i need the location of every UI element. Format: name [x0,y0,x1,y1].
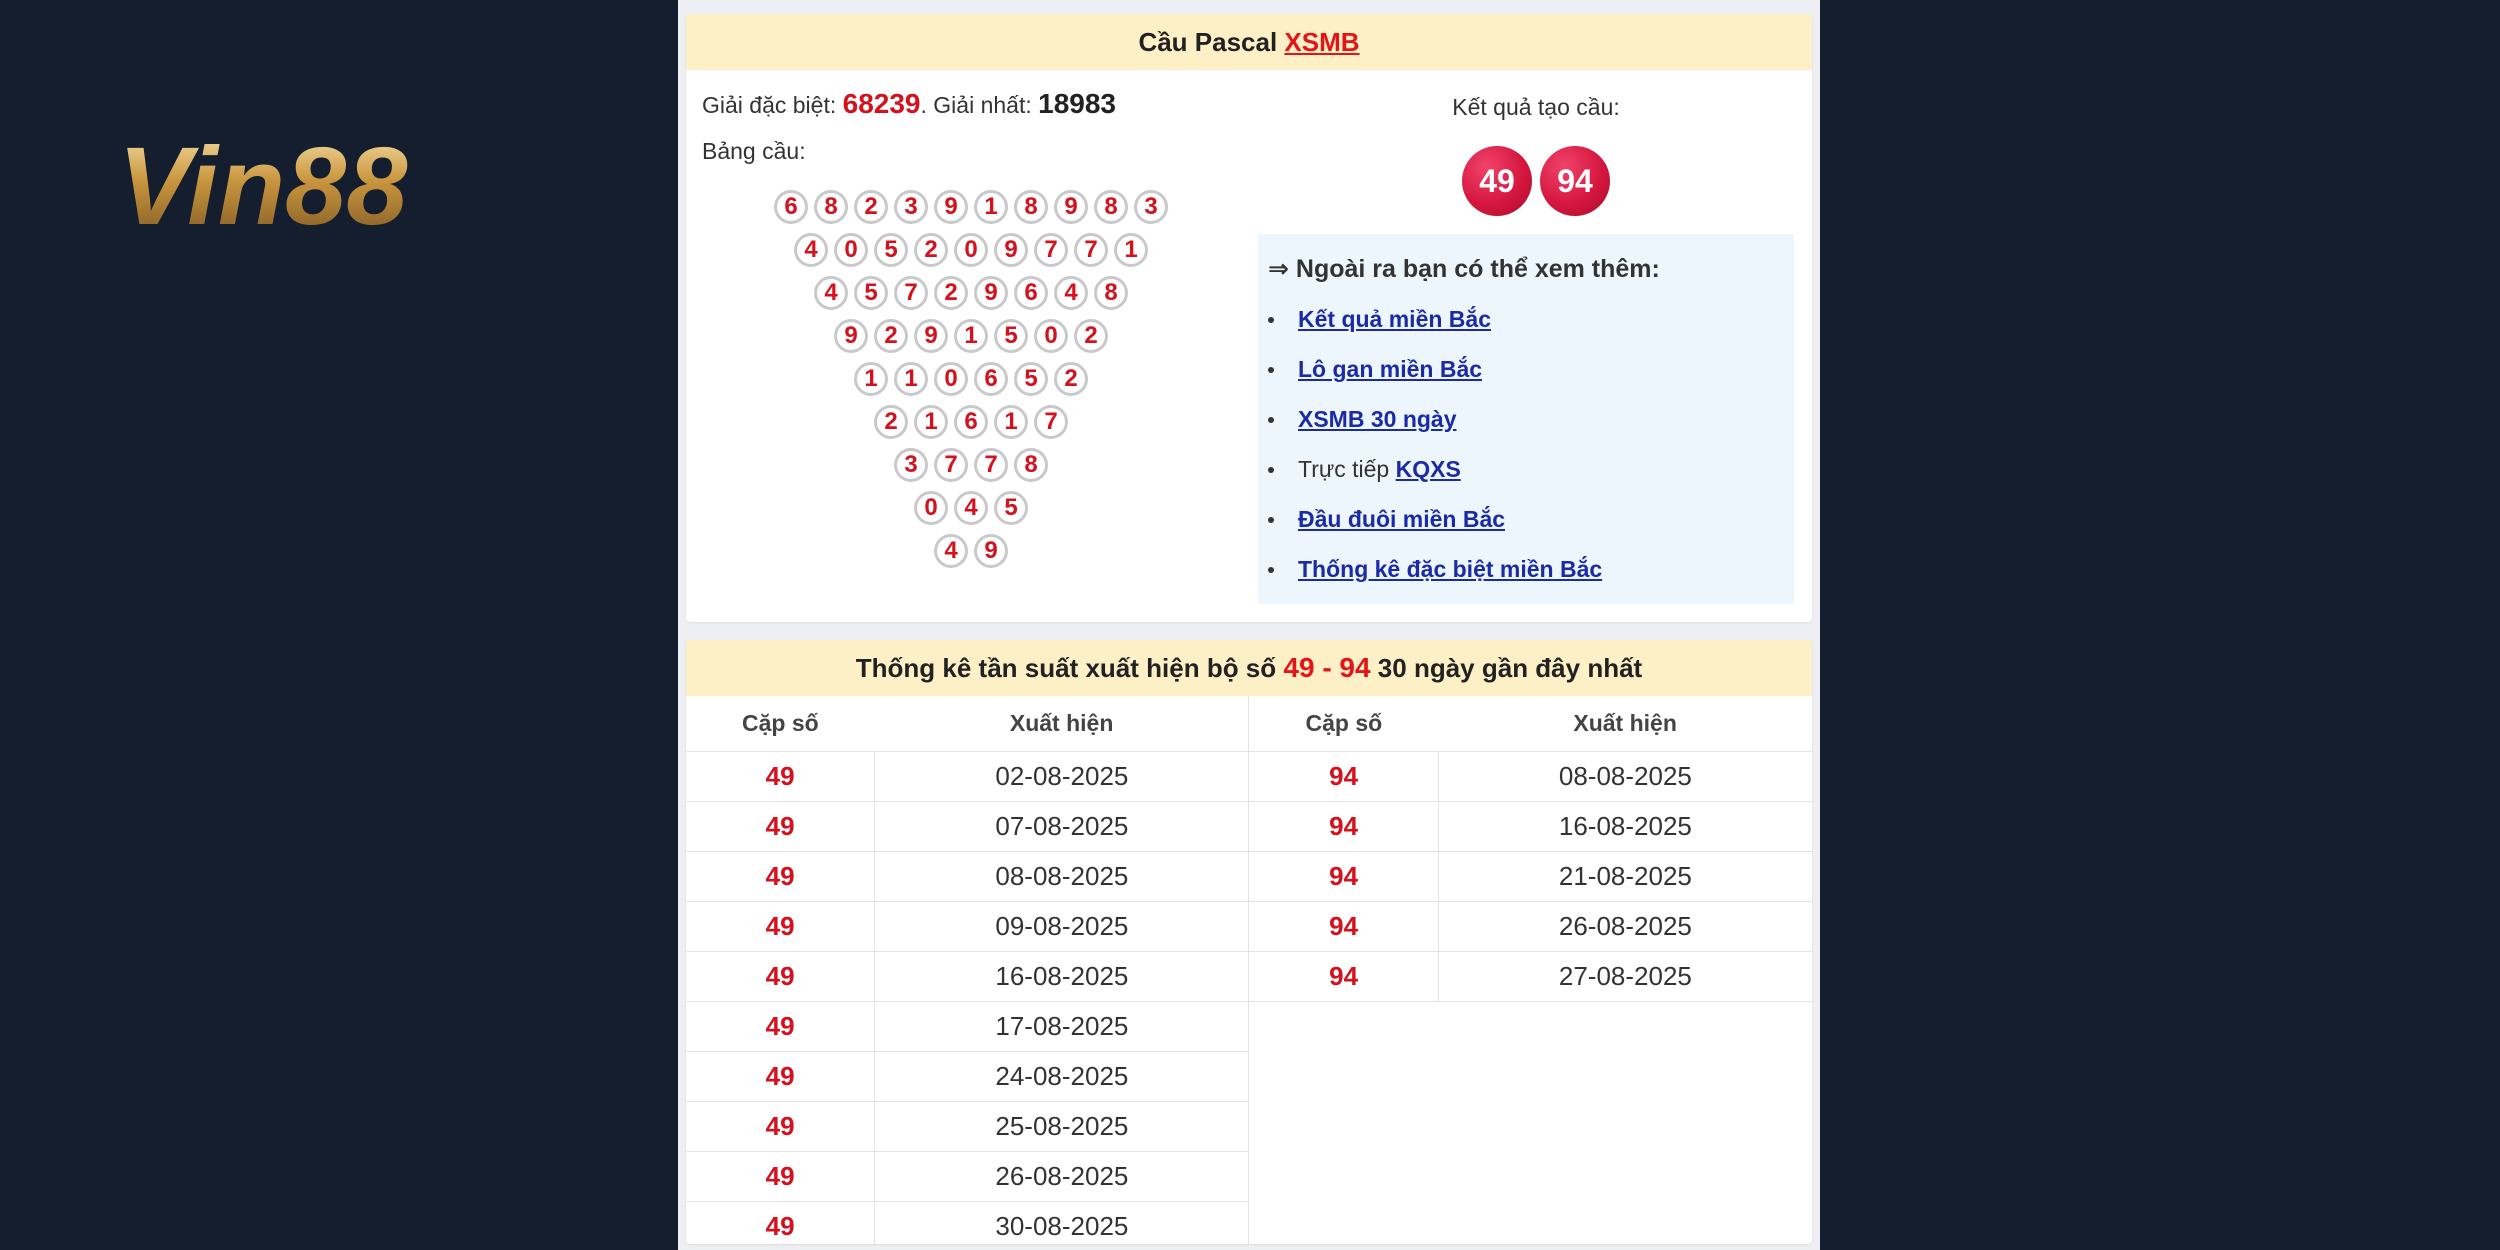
date-cell: 30-08-2025 [875,1202,1249,1245]
pyramid-digit: 3 [894,190,928,224]
table-row [686,902,1812,952]
pyramid-digit: 2 [874,405,908,439]
date-cell [1438,1152,1812,1202]
result-label: Kết quả tạo cầu: [1452,94,1620,120]
link-xsmb-30-ngay[interactable]: XSMB 30 ngày [1298,406,1457,432]
table-row [686,852,1812,902]
pair-cell: 49 [686,752,875,802]
date-cell: 09-08-2025 [875,902,1249,952]
pyramid-digit: 9 [914,319,948,353]
pair-cell: 49 [686,1002,875,1052]
frequency-title-prefix: Thống kê tần suất xuất hiện bộ số [855,653,1277,683]
pyramid-digit: 4 [954,491,988,525]
pyramid-digit: 7 [934,448,968,482]
date-cell [1438,1202,1812,1245]
pair-cell: 49 [686,1152,875,1202]
pair-cell: 49 [686,952,875,1002]
date-cell: 02-08-2025 [875,752,1249,802]
see-more-item [1298,344,1602,394]
table-row [686,952,1812,1002]
pair-cell [1249,1102,1438,1152]
pyramid-row [686,405,1256,448]
date-cell: 24-08-2025 [875,1052,1249,1102]
pyramid-row [686,233,1256,276]
see-more-item [1298,544,1602,594]
date-cell: 21-08-2025 [1438,852,1812,902]
prize-line: Giải đặc biệt: 68239. Giải nhất: 18983 [702,88,1117,119]
pyramid-digit: 4 [934,534,968,568]
pascal-header [686,14,1812,70]
table-row [686,752,1812,802]
pyramid-digit: 7 [1034,405,1068,439]
pair-cell: 49 [686,1102,875,1152]
pyramid-digit: 9 [834,319,868,353]
logo-text: Vin88 [118,125,408,242]
pyramid-row [686,534,1256,577]
pyramid-digit: 6 [954,405,988,439]
pyramid-digit: 9 [1054,190,1088,224]
col-header-appear: Xuất hiện [875,696,1249,752]
pyramid-digit: 1 [954,319,988,353]
pyramid-digit: 5 [994,319,1028,353]
pyramid-digit: 3 [894,448,928,482]
pair-cell [1249,1152,1438,1202]
pascal-title: Cầu Pascal [1138,27,1278,57]
pair-cell: 94 [1249,952,1438,1002]
see-more-item [1298,444,1602,494]
pair-cell: 94 [1249,902,1438,952]
xsmb-title-link[interactable]: XSMB [1284,27,1360,57]
col-header-appear: Xuất hiện [1438,696,1812,752]
pair-cell: 94 [1249,852,1438,902]
pair-cell: 94 [1249,802,1438,852]
date-cell: 26-08-2025 [875,1152,1249,1202]
truc-tiep-label: Trực tiếp [1298,456,1396,482]
pyramid-digit: 4 [794,233,828,267]
frequency-header [686,640,1812,696]
pyramid-digit: 4 [814,276,848,310]
see-more-title: ⇒ Ngoài ra bạn có thể xem thêm: [1268,255,1660,283]
pyramid-digit: 1 [914,405,948,439]
date-cell [1438,1002,1812,1052]
pyramid-digit: 9 [974,276,1008,310]
table-row [686,1002,1812,1052]
result-balls [1256,146,1816,216]
pyramid-digit: 0 [954,233,988,267]
pyramid-digit: 7 [1034,233,1068,267]
pyramid-digit: 2 [1074,319,1108,353]
pyramid-row [686,276,1256,319]
pyramid-digit: 8 [1094,190,1128,224]
link-ket-qua-mien-bac[interactable]: Kết quả miền Bắc [1298,306,1491,332]
pyramid-digit: 9 [994,233,1028,267]
table-row [686,1052,1812,1102]
frequency-title-suffix: 30 ngày gần đây nhất [1377,653,1643,683]
pyramid-digit: 8 [1014,448,1048,482]
result-ball: 49 [1462,146,1532,216]
pyramid-digit: 9 [934,190,968,224]
pyramid-digit: 6 [774,190,808,224]
date-cell [1438,1102,1812,1152]
table-row [686,1102,1812,1152]
pair-cell: 94 [1249,752,1438,802]
table-row [686,802,1812,852]
frequency-table [686,696,1812,1244]
pyramid-digit: 6 [1014,276,1048,310]
pyramid-digit: 8 [814,190,848,224]
pyramid-digit: 9 [974,534,1008,568]
pair-cell: 49 [686,1052,875,1102]
frequency-title-pair: 49 - 94 [1283,652,1371,683]
pyramid-row [686,190,1256,233]
pyramid-digit: 1 [854,362,888,396]
pyramid-digit: 1 [994,405,1028,439]
pair-cell: 49 [686,902,875,952]
pyramid-digit: 4 [1054,276,1088,310]
result-ball: 94 [1540,146,1610,216]
pyramid-digit: 5 [994,491,1028,525]
see-more-item [1298,294,1602,344]
pyramid-row [686,491,1256,534]
special-prize-value: 68239 [842,88,921,119]
date-cell: 07-08-2025 [875,802,1249,852]
col-header-pair: Cặp số [686,696,875,752]
pyramid-digit: 7 [894,276,928,310]
link-dau-duoi-mien-bac[interactable]: Đầu đuôi miền Bắc [1298,506,1506,532]
pyramid-digit: 2 [854,190,888,224]
pyramid-row [686,319,1256,362]
pyramid-digit: 2 [934,276,968,310]
col-header-pair: Cặp số [1249,696,1438,752]
pyramid-digit: 5 [854,276,888,310]
content-panel [678,0,1820,1250]
pyramid-digit: 0 [934,362,968,396]
date-cell: 27-08-2025 [1438,952,1812,1002]
special-prize-label: Giải đặc biệt: [702,92,837,118]
pyramid-digit: 5 [874,233,908,267]
pyramid-digit: 0 [1034,319,1068,353]
pyramid-digit: 1 [1114,233,1148,267]
frequency-card [686,640,1812,1244]
pair-cell [1249,1002,1438,1052]
pyramid-digit: 1 [894,362,928,396]
first-prize-value: 18983 [1038,88,1117,119]
pair-cell: 49 [686,1202,875,1245]
date-cell: 16-08-2025 [875,952,1249,1002]
table-row [686,1152,1812,1202]
pyramid-digit: 2 [874,319,908,353]
link-kqxs[interactable]: KQXS [1395,456,1461,482]
pair-cell [1249,1052,1438,1102]
bang-cau-label: Bảng cầu: [702,138,806,164]
date-cell: 25-08-2025 [875,1102,1249,1152]
pyramid-digit: 8 [1014,190,1048,224]
pyramid-digit: 1 [974,190,1008,224]
pair-cell: 49 [686,852,875,902]
pyramid-digit: 7 [974,448,1008,482]
pair-cell: 49 [686,802,875,852]
pyramid-digit: 8 [1094,276,1128,310]
date-cell: 17-08-2025 [875,1002,1249,1052]
pair-cell [1249,1202,1438,1245]
link-lo-gan-mien-bac[interactable]: Lô gan miền Bắc [1298,356,1483,382]
see-more-box [1258,234,1794,604]
first-prize-label: Giải nhất: [933,92,1032,118]
date-cell: 26-08-2025 [1438,902,1812,952]
table-row [686,1202,1812,1245]
link-thong-ke-dac-biet[interactable]: Thống kê đặc biệt miền Bắc [1298,556,1603,582]
date-cell: 16-08-2025 [1438,802,1812,852]
pyramid-digit: 0 [914,491,948,525]
table-header-row [686,696,1812,752]
date-cell: 08-08-2025 [1438,752,1812,802]
pascal-card [686,14,1812,622]
pascal-pyramid [686,190,1256,577]
pyramid-digit: 0 [834,233,868,267]
pyramid-row [686,448,1256,491]
pyramid-digit: 2 [914,233,948,267]
see-more-item [1298,494,1602,544]
pyramid-digit: 7 [1074,233,1108,267]
see-more-list [1258,294,1602,594]
date-cell: 08-08-2025 [875,852,1249,902]
pyramid-digit: 3 [1134,190,1168,224]
pyramid-row [686,362,1256,405]
date-cell [1438,1052,1812,1102]
pyramid-digit: 5 [1014,362,1048,396]
vin88-logo [118,112,488,242]
pyramid-digit: 6 [974,362,1008,396]
see-more-item [1298,394,1602,444]
pyramid-digit: 2 [1054,362,1088,396]
